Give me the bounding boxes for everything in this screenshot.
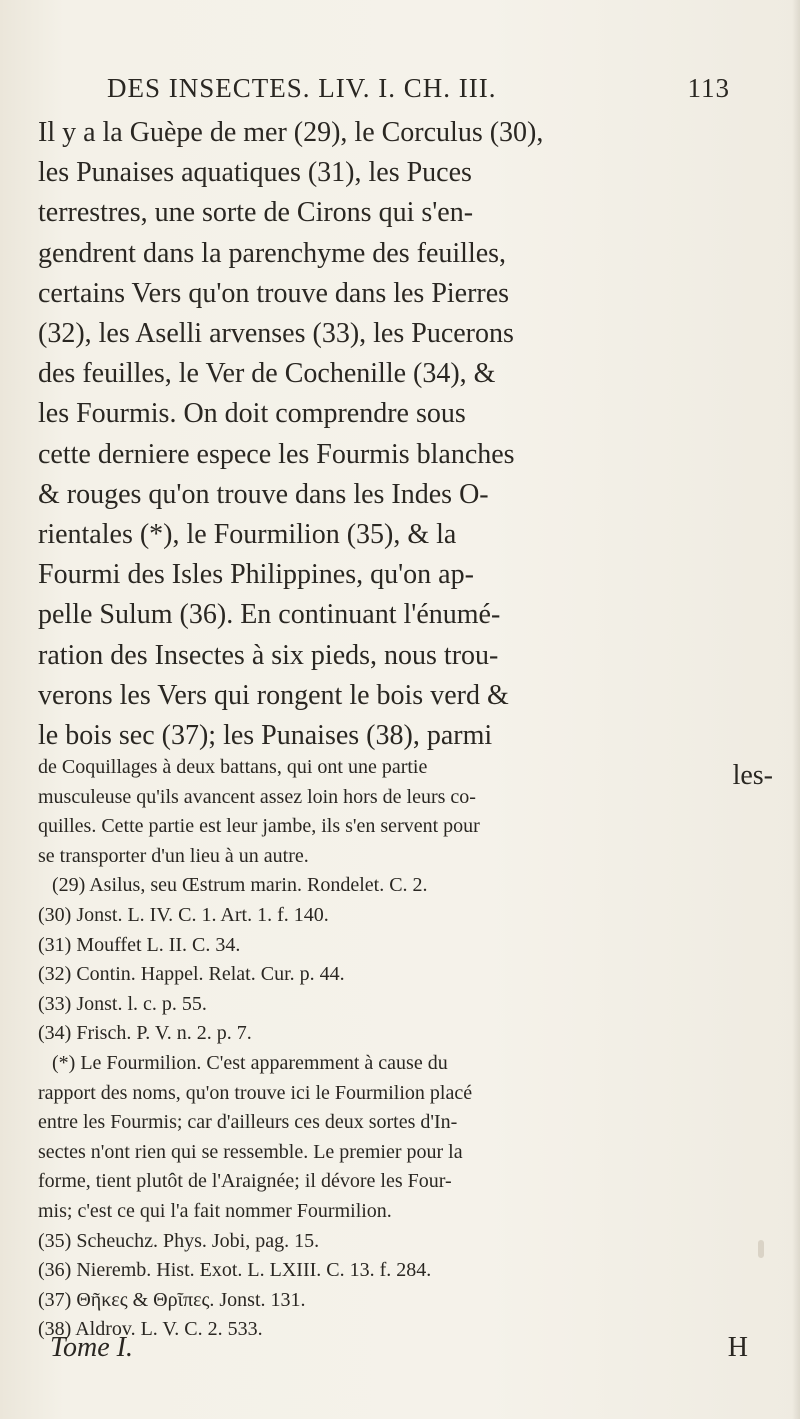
footnote-line: (37) Θῆκες & Θρῖπες. Jonst. 131. xyxy=(38,1288,306,1311)
footnote-line: (34) Frisch. P. V. n. 2. p. 7. xyxy=(38,1022,252,1045)
signature-mark: H xyxy=(727,1332,748,1363)
text-line: Fourmi des Isles Philippines, qu'on ap- xyxy=(38,559,474,591)
text-line: cette derniere espece les Fourmis blanches xyxy=(38,438,515,470)
footnote-line: (29) Asilus, seu Œstrum marin. Rondelet. C. 2. xyxy=(52,874,428,897)
text-line: le bois sec (37); les Punaises (38), parmi xyxy=(38,720,493,752)
footnote-line: de Coquillages à deux battans, qui ont une partie xyxy=(38,756,428,778)
text-line: rientales (*), le Fourmilion (35), & la xyxy=(38,519,457,551)
signature-line xyxy=(50,1332,748,1372)
footnote-line: sectes n'ont rien qui se ressemble. Le premier pour la xyxy=(38,1140,463,1163)
running-title: DES INSECTES. LIV. I. CH. III. xyxy=(107,73,497,103)
footnote-line: rapport des noms, qu'on trouve ici le Fourmilion placé xyxy=(38,1081,473,1104)
footnote-line: quilles. Cette partie est leur jambe, ils s'en servent pour xyxy=(38,815,480,838)
footnote-line: mis; c'est ce qui l'a fait nommer Fourmilion. xyxy=(38,1199,392,1222)
footnote-line: (*) Le Fourmilion. C'est apparemment à cause du xyxy=(52,1051,448,1074)
footnote-line: (32) Contin. Happel. Relat. Cur. p. 44. xyxy=(38,963,345,986)
footnote-line: entre les Fourmis; car d'ailleurs ces deux sortes d'In- xyxy=(38,1111,458,1134)
text-line: & rouges qu'on trouve dans les Indes O- xyxy=(38,478,489,510)
footnote-line: se transporter d'un lieu à un autre. xyxy=(38,844,309,867)
running-head xyxy=(95,73,730,113)
footnote-line: musculeuse qu'ils avancent assez loin hors de leurs co- xyxy=(38,785,476,808)
text-line: verons les Vers qui rongent le bois verd & xyxy=(38,679,509,711)
catchword: les- xyxy=(732,760,773,792)
footnote-line: (35) Scheuchz. Phys. Jobi, pag. 15. xyxy=(38,1229,320,1252)
text-line: des feuilles, le Ver de Cochenille (34), & xyxy=(38,358,496,390)
footnote-line: (31) Mouffet L. II. C. 34. xyxy=(38,933,241,956)
footnotes xyxy=(38,753,778,1345)
footnote-line: forme, tient plutôt de l'Araignée; il dévore les Four- xyxy=(38,1170,452,1193)
text-line: les Punaises aquatiques (31), les Puces xyxy=(38,157,472,189)
footnote-line: (33) Jonst. l. c. p. 55. xyxy=(38,992,207,1015)
footnote-line: (30) Jonst. L. IV. C. 1. Art. 1. f. 140. xyxy=(38,903,329,926)
text-line: (32), les Aselli arvenses (33), les Pucerons xyxy=(38,318,514,350)
text-line: pelle Sulum (36). En continuant l'énumé- xyxy=(38,599,501,631)
text-line: terrestres, une sorte de Cirons qui s'en- xyxy=(38,197,474,229)
text-line: Il y a la Guèpe de mer (29), le Corculus (30), xyxy=(38,117,544,148)
tome-label: Tome I. xyxy=(50,1332,133,1363)
text-line: certains Vers qu'on trouve dans les Pierres xyxy=(38,277,510,309)
text-line: les Fourmis. On doit comprendre sous xyxy=(38,398,466,430)
page-number: 113 xyxy=(687,73,730,103)
footnote-line: (36) Nieremb. Hist. Exot. L. LXIII. C. 13. f. 284. xyxy=(38,1259,432,1282)
footnote-line: (38) Aldrov. L. V. C. 2. 533. xyxy=(38,1318,263,1341)
paper-stain xyxy=(758,1240,764,1258)
text-line: gendrent dans la parenchyme des feuilles, xyxy=(38,237,507,269)
text-line: ration des Insectes à six pieds, nous trou- xyxy=(38,639,499,671)
main-text xyxy=(38,113,773,796)
